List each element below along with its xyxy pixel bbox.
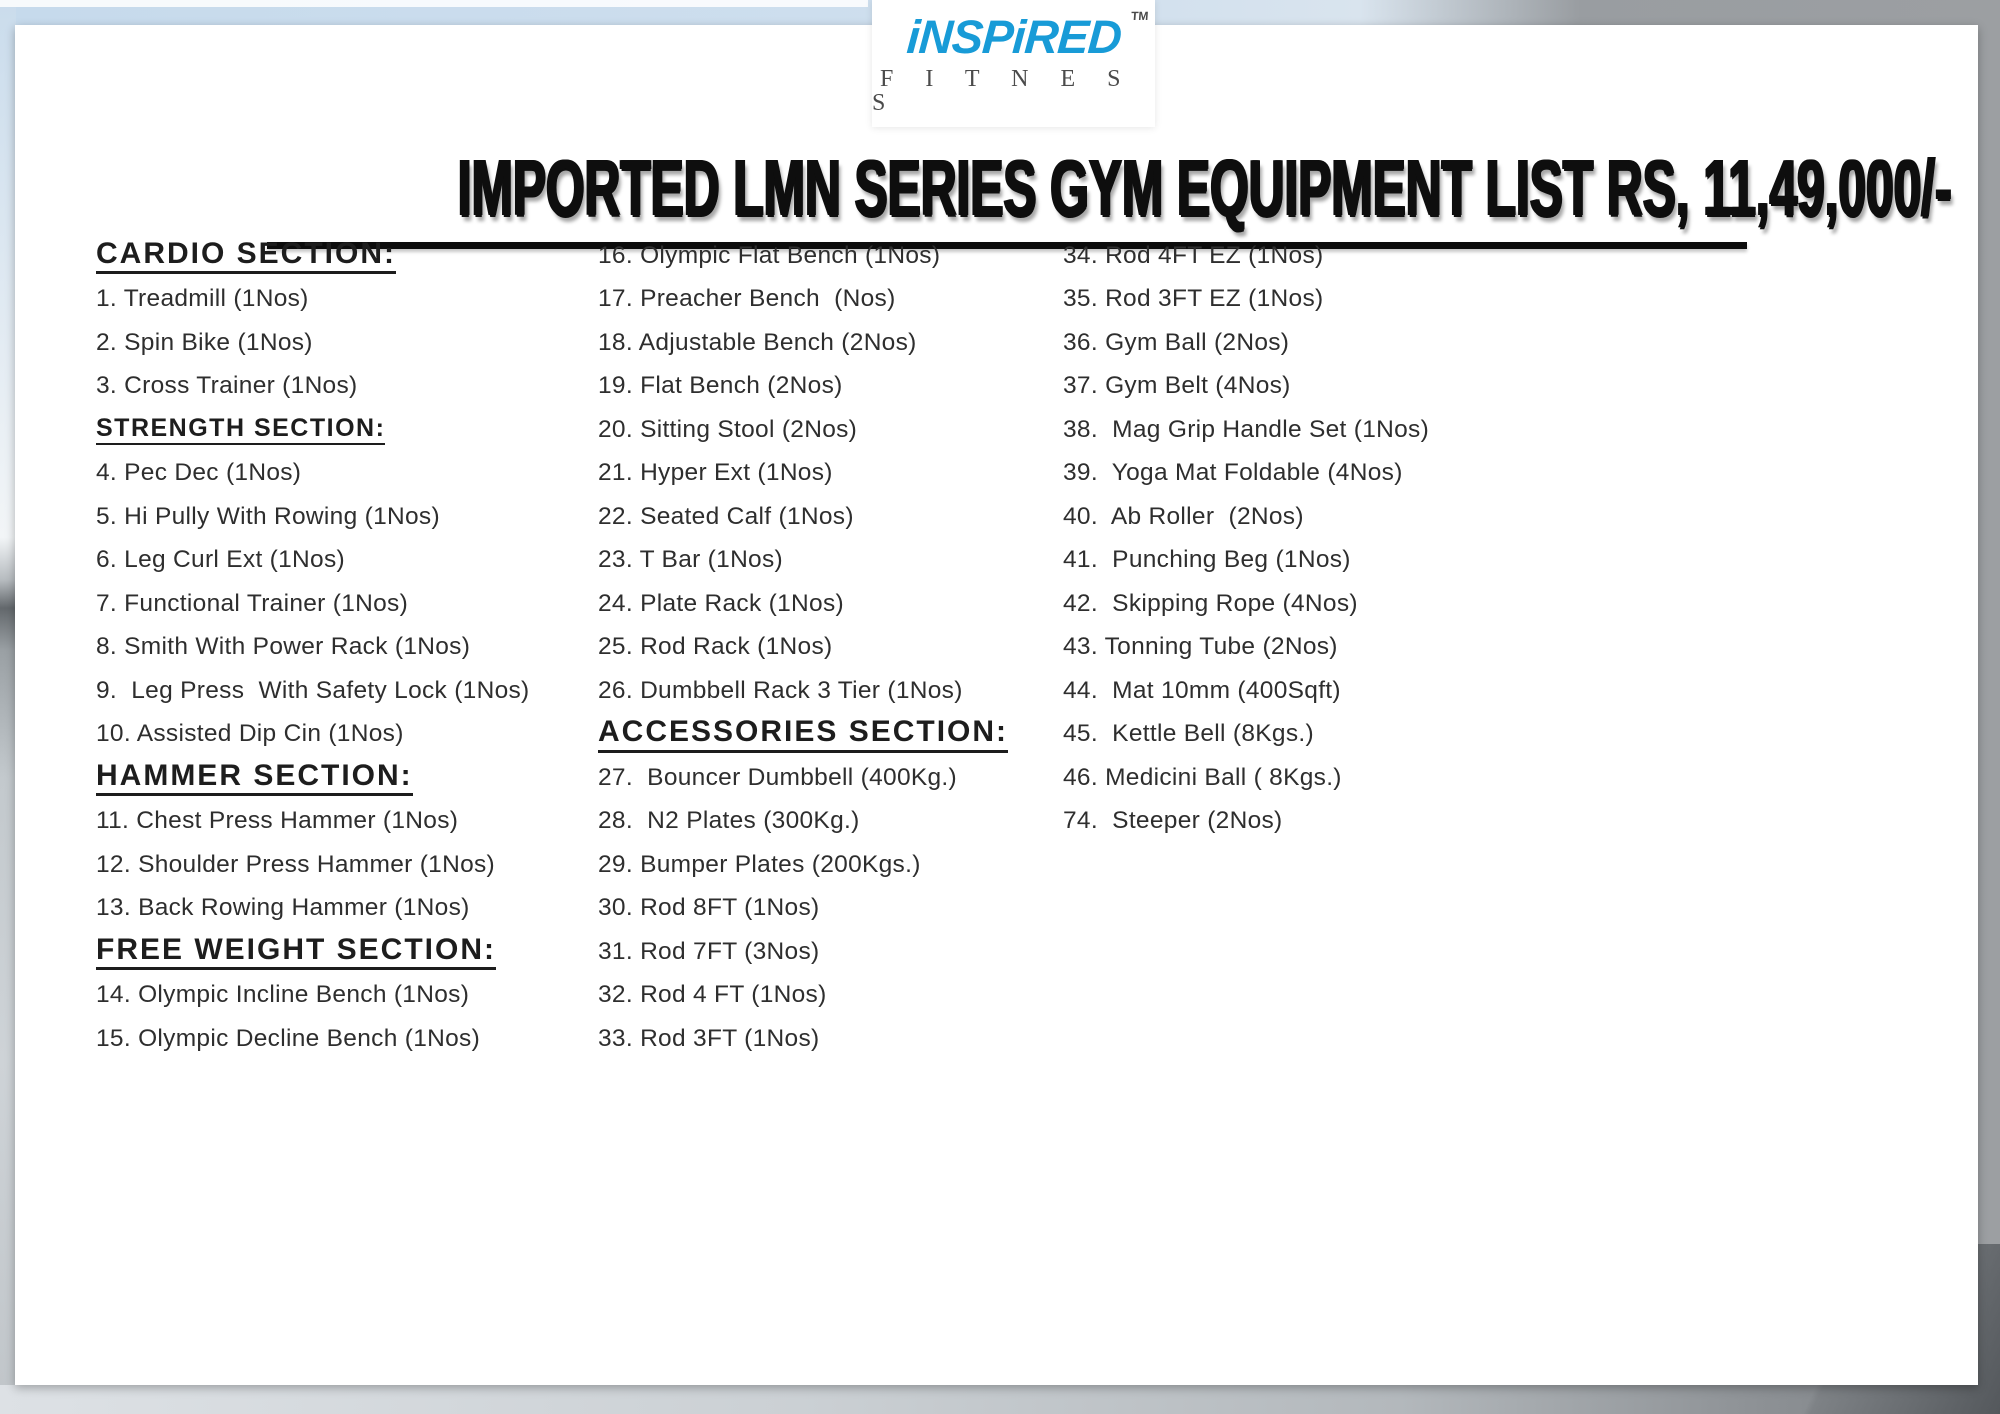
list-row bbox=[598, 887, 1008, 931]
list-row bbox=[598, 843, 1008, 887]
list-row bbox=[598, 756, 1008, 800]
list-row bbox=[96, 713, 530, 757]
page-title-wrap bbox=[0, 143, 2000, 232]
list-row bbox=[96, 582, 530, 626]
list-item: 13. Back Rowing Hammer (1Nos) bbox=[96, 894, 470, 922]
list-row bbox=[598, 800, 1008, 844]
list-item: 9. Leg Press With Safety Lock (1Nos) bbox=[96, 676, 530, 704]
list-item: 8. Smith With Power Rack (1Nos) bbox=[96, 633, 471, 661]
trademark-symbol: TM bbox=[1130, 8, 1149, 23]
list-item: 7. Functional Trainer (1Nos) bbox=[96, 589, 409, 617]
list-item: 19. Flat Bench (2Nos) bbox=[598, 372, 843, 400]
list-item: 34. Rod 4FT EZ (1Nos) bbox=[1063, 241, 1324, 269]
list-item: 11. Chest Press Hammer (1Nos) bbox=[96, 807, 459, 835]
section-header-row bbox=[598, 713, 1008, 757]
list-row bbox=[96, 800, 530, 844]
list-item: 32. Rod 4 FT (1Nos) bbox=[598, 981, 827, 1009]
section-header: HAMMER SECTION: bbox=[96, 760, 413, 797]
list-item: 16. Olympic Flat Bench (1Nos) bbox=[598, 241, 941, 269]
list-item: 31. Rod 7FT (3Nos) bbox=[598, 937, 820, 965]
section-header-row bbox=[96, 234, 530, 278]
page-title: IMPORTED LMN SERIES GYM EQUIPMENT LIST RS, 11,49,000/- bbox=[457, 143, 1952, 232]
list-item: 26. Dumbbell Rack 3 Tier (1Nos) bbox=[598, 676, 963, 704]
list-item: 39. Yoga Mat Foldable (4Nos) bbox=[1063, 459, 1403, 487]
list-row bbox=[1063, 756, 1429, 800]
section-header: STRENGTH SECTION: bbox=[96, 415, 385, 445]
list-row bbox=[1063, 452, 1429, 496]
list-item: 29. Bumper Plates (200Kgs.) bbox=[598, 850, 921, 878]
equipment-column-3 bbox=[1063, 234, 1429, 843]
list-item: 33. Rod 3FT (1Nos) bbox=[598, 1024, 820, 1052]
list-row bbox=[598, 234, 1008, 278]
background-top-highlight bbox=[0, 0, 868, 7]
section-header: ACCESSORIES SECTION: bbox=[598, 716, 1008, 753]
list-row bbox=[598, 278, 1008, 322]
list-item: 18. Adjustable Bench (2Nos) bbox=[598, 328, 917, 356]
list-row bbox=[96, 669, 530, 713]
list-item: 35. Rod 3FT EZ (1Nos) bbox=[1063, 285, 1324, 313]
brand-subtitle: F I T N E S S bbox=[872, 65, 1134, 116]
list-item: 1. Treadmill (1Nos) bbox=[96, 285, 309, 313]
list-item: 12. Shoulder Press Hammer (1Nos) bbox=[96, 850, 496, 878]
list-row bbox=[598, 669, 1008, 713]
list-row bbox=[598, 408, 1008, 452]
list-item: 38. Mag Grip Handle Set (1Nos) bbox=[1063, 415, 1430, 443]
list-row bbox=[96, 495, 530, 539]
list-row bbox=[598, 365, 1008, 409]
list-item: 4. Pec Dec (1Nos) bbox=[96, 459, 302, 487]
list-row bbox=[598, 626, 1008, 670]
section-header: FREE WEIGHT SECTION: bbox=[96, 934, 496, 971]
list-item: 40. Ab Roller (2Nos) bbox=[1063, 502, 1304, 530]
list-row bbox=[1063, 408, 1429, 452]
list-row bbox=[1063, 669, 1429, 713]
list-row bbox=[1063, 713, 1429, 757]
list-row bbox=[96, 452, 530, 496]
list-item: 45. Kettle Bell (8Kgs.) bbox=[1063, 720, 1314, 748]
list-item: 41. Punching Beg (1Nos) bbox=[1063, 546, 1351, 574]
equipment-column-1 bbox=[96, 234, 530, 1061]
list-item: 25. Rod Rack (1Nos) bbox=[598, 633, 833, 661]
list-row bbox=[1063, 321, 1429, 365]
list-row bbox=[598, 452, 1008, 496]
list-item: 28. N2 Plates (300Kg.) bbox=[598, 807, 860, 835]
list-row bbox=[598, 1017, 1008, 1061]
list-row bbox=[96, 321, 530, 365]
brand-logo-row bbox=[904, 8, 1149, 63]
section-header: CARDIO SECTION: bbox=[96, 238, 396, 275]
list-row bbox=[1063, 278, 1429, 322]
list-item: 10. Assisted Dip Cin (1Nos) bbox=[96, 720, 404, 748]
list-item: 17. Preacher Bench (Nos) bbox=[598, 285, 896, 313]
list-row bbox=[96, 539, 530, 583]
list-item: 36. Gym Ball (2Nos) bbox=[1063, 328, 1290, 356]
list-row bbox=[1063, 365, 1429, 409]
list-row bbox=[598, 495, 1008, 539]
list-row bbox=[96, 278, 530, 322]
list-row bbox=[96, 365, 530, 409]
list-row bbox=[96, 626, 530, 670]
list-item: 44. Mat 10mm (400Sqft) bbox=[1063, 676, 1341, 704]
section-header-row bbox=[96, 930, 530, 974]
list-row bbox=[598, 539, 1008, 583]
list-item: 20. Sitting Stool (2Nos) bbox=[598, 415, 858, 443]
list-row bbox=[96, 974, 530, 1018]
list-item: 22. Seated Calf (1Nos) bbox=[598, 502, 854, 530]
list-row bbox=[1063, 539, 1429, 583]
list-row bbox=[1063, 626, 1429, 670]
list-item: 43. Tonning Tube (2Nos) bbox=[1063, 633, 1338, 661]
list-row bbox=[1063, 800, 1429, 844]
section-header-row bbox=[96, 756, 530, 800]
list-item: 42. Skipping Rope (4Nos) bbox=[1063, 589, 1358, 617]
list-item: 15. Olympic Decline Bench (1Nos) bbox=[96, 1024, 481, 1052]
list-item: 2. Spin Bike (1Nos) bbox=[96, 328, 313, 356]
list-row bbox=[96, 843, 530, 887]
list-row bbox=[96, 887, 530, 931]
list-row bbox=[1063, 234, 1429, 278]
list-item: 37. Gym Belt (4Nos) bbox=[1063, 372, 1291, 400]
list-row bbox=[1063, 582, 1429, 626]
list-item: 6. Leg Curl Ext (1Nos) bbox=[96, 546, 345, 574]
list-item: 24. Plate Rack (1Nos) bbox=[598, 589, 844, 617]
logo-box bbox=[872, 0, 1155, 127]
list-item: 74. Steeper (2Nos) bbox=[1063, 807, 1283, 835]
list-item: 14. Olympic Incline Bench (1Nos) bbox=[96, 981, 470, 1009]
list-row bbox=[598, 974, 1008, 1018]
list-item: 3. Cross Trainer (1Nos) bbox=[96, 372, 358, 400]
list-item: 46. Medicini Ball ( 8Kgs.) bbox=[1063, 763, 1342, 791]
list-row bbox=[598, 321, 1008, 365]
list-row bbox=[598, 930, 1008, 974]
brand-logo-text: iNSPiRED bbox=[904, 9, 1123, 63]
list-item: 27. Bouncer Dumbbell (400Kg.) bbox=[598, 763, 957, 791]
equipment-column-2 bbox=[598, 234, 1008, 1061]
list-item: 30. Rod 8FT (1Nos) bbox=[598, 894, 820, 922]
list-item: 23. T Bar (1Nos) bbox=[598, 546, 783, 574]
list-row bbox=[1063, 495, 1429, 539]
list-row bbox=[598, 582, 1008, 626]
list-item: 5. Hi Pully With Rowing (1Nos) bbox=[96, 502, 440, 530]
section-header-row bbox=[96, 408, 530, 452]
list-row bbox=[96, 1017, 530, 1061]
list-item: 21. Hyper Ext (1Nos) bbox=[598, 459, 833, 487]
